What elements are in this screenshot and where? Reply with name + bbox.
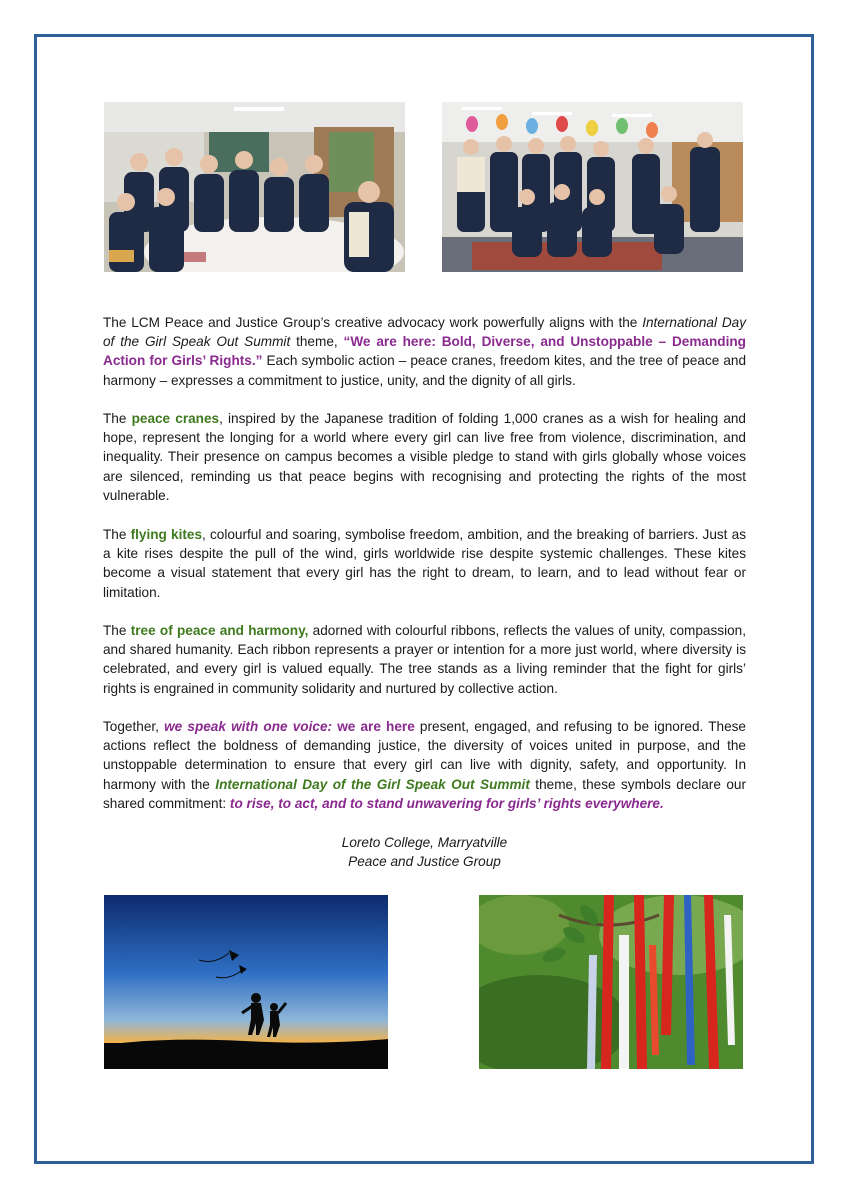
p4-tree-of-peace: tree of peace and harmony, bbox=[130, 623, 309, 638]
p2-peace-cranes: peace cranes bbox=[131, 411, 220, 426]
p3-flying-kites: flying kites bbox=[130, 527, 203, 542]
p1-theme-quote: “We are here: Bold, Diverse, and Unstoppable – Demanding Action for Girls’ Rights.” bbox=[103, 334, 746, 369]
paragraph-tree bbox=[103, 621, 746, 698]
ribbons-tree-photo bbox=[479, 895, 743, 1069]
p4-text-c: adorned with colourful ribbons, reflects the values of unity, compassion, and shared humanity. Each ribbon represents a prayer or intention for a more just world, where diversity is celebrated, and every girl is valued equally. The tree stands as a living reminder that the fight for girls’ rights is engrained in community solidarity and nurtured by collective action. bbox=[103, 623, 747, 696]
p3-text-a: The bbox=[103, 527, 131, 542]
signature-group: Peace and Justice Group bbox=[348, 854, 501, 870]
p3-text-c: , colourful and soaring, symbolise freedom, ambition, and the breaking of barriers. Just as a kite rises despite the pull of the wind, girls worldwide rise despite systemic challenges. These kites become a visual statement that every girl has the right to dream, to learn, and to lead without fear or limitation. bbox=[103, 527, 746, 600]
kites-sunset-photo bbox=[104, 895, 388, 1069]
paragraph-together bbox=[103, 717, 746, 813]
p5-we-are-here: we are here bbox=[337, 719, 415, 734]
students-with-kites-photo bbox=[442, 102, 743, 272]
p1-text-c: theme, bbox=[290, 334, 344, 350]
p5-summit-name: International Day of the Girl Speak Out Summit bbox=[215, 776, 530, 792]
paragraph-flying-kites bbox=[103, 525, 746, 602]
paragraph-intro bbox=[103, 313, 746, 390]
signature bbox=[103, 833, 746, 871]
p4-text-a: The bbox=[103, 623, 131, 638]
students-with-cranes-photo bbox=[104, 102, 405, 272]
paragraph-peace-cranes bbox=[103, 409, 746, 505]
p1-text-e: Each symbolic action – peace cranes, freedom kites, and the tree of peace and harmony – expresses a commitment to justice, unity, and the dignity of all girls. bbox=[103, 353, 747, 388]
signature-college: Loreto College, Marryatville bbox=[341, 835, 508, 850]
p2-text-a: The bbox=[103, 411, 132, 426]
p2-text-c: , inspired by the Japanese tradition of folding 1,000 cranes as a wish for healing and hope, represent the longing for a world where every girl can live free from violence, discrimination, and inequality. Their presence on campus becomes a visible pledge to stand with girls globally whose voices are silenced, reminding us that peace begins with recognising and protecting the rights of the most vulnerable. bbox=[103, 411, 746, 503]
p1-text-a: The LCM Peace and Justice Group’s creative advocacy work powerfully aligns with the bbox=[103, 315, 643, 330]
p5-text-g: theme, these symbols declare our shared commitment: bbox=[103, 776, 746, 811]
p5-commitment: to rise, to act, and to stand unwavering for girls’ rights everywhere. bbox=[229, 795, 664, 811]
p5-text-e: present, engaged, and refusing to be ignored. These actions reflect the boldness of demanding justice, the diversity of voices united in purpose, and the unstoppable determination to ensure that every girl can live with dignity, safety, and opportunity. In harmony with the bbox=[103, 719, 746, 792]
p5-one-voice: we speak with one voice: bbox=[164, 719, 333, 734]
p1-summit-name: International Day of the Girl Speak Out Summit bbox=[103, 315, 746, 350]
p5-text-a: Together, bbox=[103, 719, 165, 734]
